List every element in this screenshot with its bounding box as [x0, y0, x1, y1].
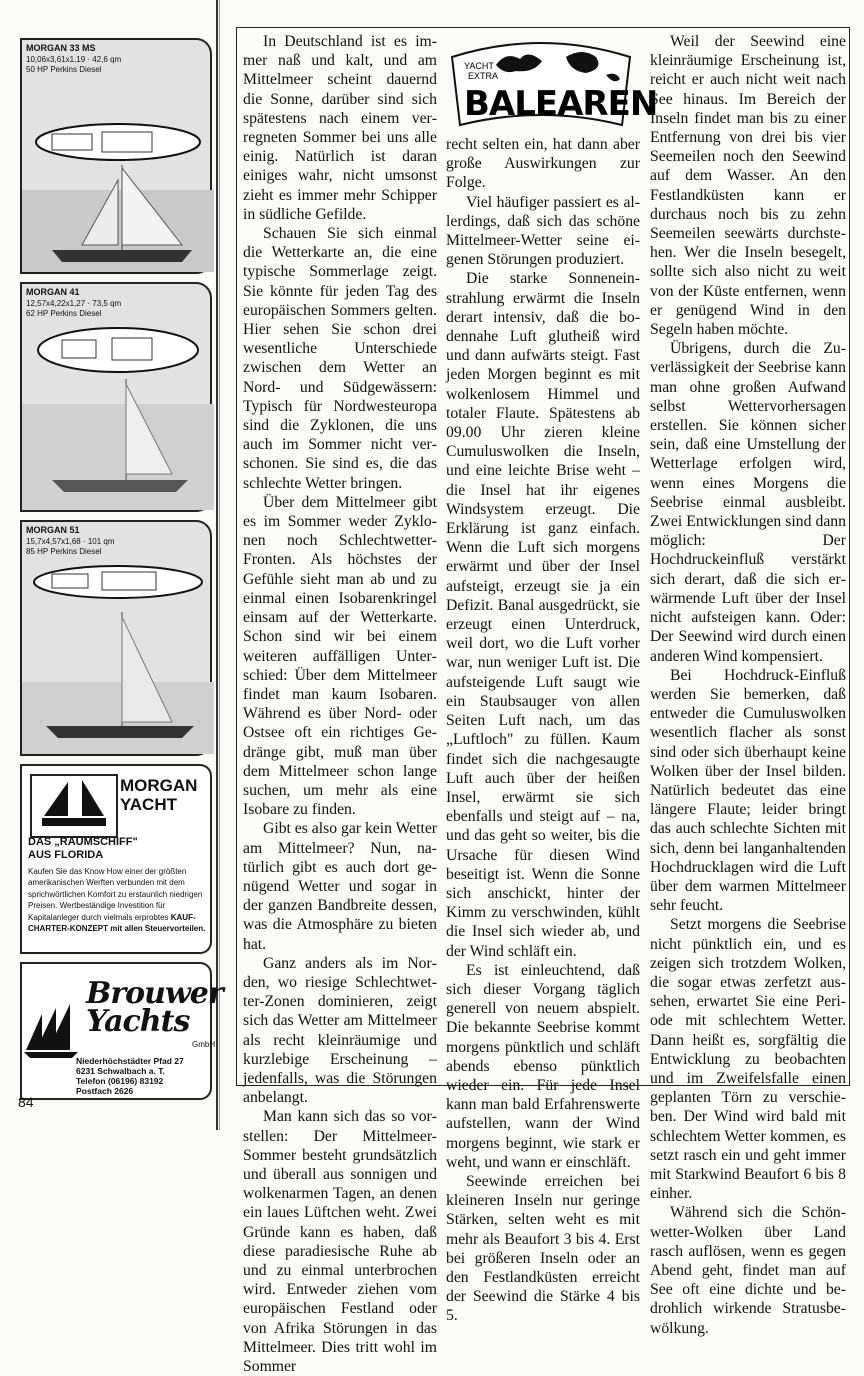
paragraph: In Deutschland ist es immer naß und kalt, und am Mittelmeer scheint dauernd die Sonne, darüber sind sich spätestens nach einem verregneten Sommer bei uns alle einig. Natürlich ist daran einiges wahr, nicht umsonst zieht es immer mehr Schipper in südliche Gefilde. [243, 33, 437, 223]
boat-engine: 85 HP Perkins Diesel [26, 547, 102, 556]
paragraph: Man kann sich das so vorstellen: Der Mittelmeer-Sommer besteht grundsätzlich und überall aus sonnigen und wolkenarmen Tagen, an denen ein laues Lüftchen weht. Zwei Gründe kann es haben, daß diese paradiesische Ruhe ab und zu einmal unterbrochen wird. Entweder ziehen vom europäischen Festland oder von Afrika Störungen in das Mittelmeer. Dies tritt wohl im Sommer [243, 1108, 437, 1376]
boat-name: MORGAN 33 MS [26, 43, 96, 53]
boat-name: MORGAN 51 [26, 525, 80, 535]
paragraph: Setzt morgens die Seebrise nicht pünktlich ein, und es zeigen sich trotzdem Wolken, die sogar etwas zerfetzt aussehen, erwartet Sie eine Periode mit schlechtem Wetter. Dann heißt es, sorgfältig die Entwicklung zu beobachten und im Zweifelsfalle einen geplanten Törn zu verschieben. Der Wind wird bald mit schlechtem Wetter kommen, es setzt rasch ein und geht immer mit Starkwind Beaufort 6 bis 8 einher. [650, 916, 846, 1203]
paragraph: recht selten ein, hat dann aber große Auswirkungen zur Folge. [446, 136, 640, 192]
article-column-2 [446, 135, 640, 1326]
boat-dimensions: 10,06x3,61x1,19 · 42,6 qm [26, 55, 122, 64]
boat-name: MORGAN 41 [26, 287, 80, 297]
paragraph: Weil der Seewind eine kleinräumige Erscheinung ist, reicht er auch nicht weit nach See hinaus. Im Bereich der Inseln findet man bis zu einer Entfernung von drei bis vier Seemeilen noch den Seewind auf dem Wasser. An den Festlandküsten kann er durchaus noch bis zu zehn Seemeilen seewärts durchstehen. Wer die Inseln besegelt, sollte sich also nicht zu weit von der Küste entfernen, wenn er genügend Wind in den Segeln haben möchte. [650, 33, 846, 339]
header-magazine: YACHT [464, 61, 494, 71]
brouwer-name: Brouwer Yachts [86, 976, 223, 1039]
section-header [446, 35, 658, 131]
binding-line-shadow [219, 0, 220, 1130]
boat-dimensions: 12,57x4,22x1,27 · 73,5 qm [26, 299, 122, 308]
paragraph: Es ist einleuchtend, daß sich dieser Vorgang täglich generell von neuem abspielt. Die bekannte Seebrise kommt morgens pünktlich und schläft abends ebenso pünktlich wieder ein. Für jede Insel kann man bald Erfahrenswerte aufstellen, wann der Wind morgens beginnt, wie stark er weht, und wann er einschläft. [446, 961, 640, 1171]
paragraph: Ganz anders als im Norden, wo riesige Schlechtwetter-Zonen dominieren, zeigt sich das Wetter am Mittelmeer als recht kleinräumige und kurzlebige Erscheinung – jedenfalls, was die Störungen anbelangt. [243, 954, 437, 1107]
paragraph: Bei Hochdruck-Einfluß werden Sie bemerken, daß entweder die Cumuluswolken wesentlich flacher als sonst sind oder sich überhaupt keine Wolken über der Insel bilden. Natürlich bedeutet das eine längere Flaute; leider bringt das auch schlechte Sichten mit sich, denn bei langanhaltenden Hochdrucklagen wird die Luft über dem warmen Mittelmeer sehr feucht. [650, 666, 846, 915]
boat-dimensions: 15,7x4,57x1,68 · 101 qm [26, 537, 115, 546]
brouwer-gmbh: GmbH [192, 1040, 216, 1049]
brouwer-yachts-ad [20, 962, 223, 1100]
paragraph: Seewinde erreichen bei kleineren Inseln nur geringe Stärken, selten weht es mit mehr als Beaufort 3 bis 4. Erst bei größeren Inseln oder an den Festlandküsten erreicht der Seewind die Stärke 4 bis 5. [446, 1172, 640, 1325]
article-column-1 [243, 32, 437, 1376]
morgan-yacht-ad [20, 764, 212, 954]
article-column-3 [650, 32, 846, 1338]
boat-engine: 50 HP Perkins Diesel [26, 65, 102, 74]
paragraph: Während sich die Schönwetter-Wolken über Land rasch auflösen, wenn es gegen Abend geht, findet man auf See oft eine dichte und bedrohlich wirkende Stratusbewölkung. [650, 1204, 846, 1337]
boat-engine: 62 HP Perkins Diesel [26, 309, 102, 318]
paragraph: Über dem Mittelmeer gibt es im Sommer weder Zyklonen noch Schlechtwetter-Fronten. Als höchstes der Gefühle sieht man ab und zu einmal einen Isobarenkringel einsam auf der Wetterkarte. Schon sind wir bei einem weiteren auffälligen Unterschied: Über dem Mittelmeer findet man kaum Isobaren. Während es über Nord- oder Ostsee oft ein richtiges Gedränge gibt, muß man über dem Mittelmeer schon lange suchen, um mehr als eine Isobare zu finden. [243, 493, 437, 819]
boat-ad-morgan-51 [20, 520, 212, 756]
paragraph: Schauen Sie sich einmal die Wetterkarte an, die eine typische Sommerlage zeigt. Sie könnte für jeden Tag des europäischen Sommers gelten. Hier sehen Sie schon drei wesentliche Unterschiede zwischen dem Wetter an Nord- und Südgewässern: Typisch für Nordwesteuropa sind die Zyklonen, die uns auch im Sommer nicht verschonen. Sie sind es, die das schlechte Wetter bringen. [243, 225, 437, 492]
boat-ad-morgan-33 [20, 38, 212, 274]
morgan-ad-title: MORGAN YACHT [120, 776, 198, 814]
paragraph: Gibt es also gar kein Wetter am Mittelmeer? Nun, natürlich gibt es auch dort genügend Wetter und sogar in der ganzen Bandbreite dessen, was die Atmosphäre zu bieten hat. [243, 820, 438, 953]
sail-logo-icon [32, 776, 116, 836]
header-extra: EXTRA [468, 71, 499, 81]
binding-line [216, 0, 218, 1130]
page-number: 84 [18, 1094, 34, 1110]
paragraph: Übrigens, durch die Zuverlässigkeit der Seebrise kann man ohne großen Aufwand selbst Wettervorhersagen erstellen. Sie können sicher sein, daß eine Umstellung der Wetterlage erfolgen wird, wenn eines Morgens die Seebrise einmal ausbleibt. Zwei Entwicklungen sind dann möglich: Der Hochdruckeinfluß verstärkt sich derart, daß die sich erwärmende Luft über der Insel nicht aufsteigen kann. Oder: Der Seewind wird durch einen anderen Wind kompensiert. [650, 340, 846, 665]
balearen-header-graphic [446, 35, 658, 131]
boat-ad-morgan-41 [20, 282, 212, 512]
brouwer-address: Niederhöchstädter Pfad 27 6231 Schwalbach a. T. Telefon (06196) 83192 Postfach 2626 [76, 1056, 184, 1096]
morgan-ad-headline: DAS „RAUMSCHIFF" AUS FLORIDA [28, 836, 138, 861]
advertisement-column [20, 38, 223, 1100]
paragraph: Die starke Sonneneinstrahlung erwärmt die Inseln derart intensiv, daß die bodennahe Luft glutheiß wird und dann aufwärts steigt. Fast jeden Morgen beginnt es mit wolkenlosem Himmel und totaler Flaute. Spätestens ab 09.00 Uhr zieren kleine Cumuluswolken die Inseln, und eine leichte Brise weht – die Insel hat ihr eigenes Windsystem erzeugt. Die Erklärung ist ganz einfach. Wenn die Luft sich morgens erwärmt und über der Insel aufsteigt, erzeugt sie ja ein Defizit. Banal ausgedrückt, sie erzeugt einen Unterdruck, weil dort, wo die Luft vorher war, nun weniger Luft ist. Die aufsteigende Luft saugt wie ein Staubsauger von allen Seiten Luft nach, um das „Luftloch" zu füllen. Kaum findet sich die nachgesaugte Luft auch über der heißen Insel, erwärmt sie sich ebenfalls und steigt auf – na, und das geht so weiter, bis die Ursache für diesen Wind beseitigt ist. Wenn die Sonne sich anschickt, hinter der Kimm zu verschwinden, kühlt die Insel sich wieder ab, und der Wind schläft ein. [446, 270, 640, 960]
morgan-ad-body: Kaufen Sie das Know How einer der größten amerikanischen Werften verbunden mit dem sprichwörtlichen Komfort zu erstaunlich niedrigen Preisen. Wertbeständige Investition für Kapitalanleger durch vielmals erprobtes KAUF-CHARTER-KONZEPT mit allen Steuervorteilen. [28, 867, 206, 934]
morgan-logo [30, 774, 118, 838]
header-title: BALEAREN [464, 84, 658, 124]
paragraph: Viel häufiger passiert es allerdings, daß sich das schöne Mittelmeer-Wetter seine eigenen Störungen produziert. [446, 193, 640, 269]
